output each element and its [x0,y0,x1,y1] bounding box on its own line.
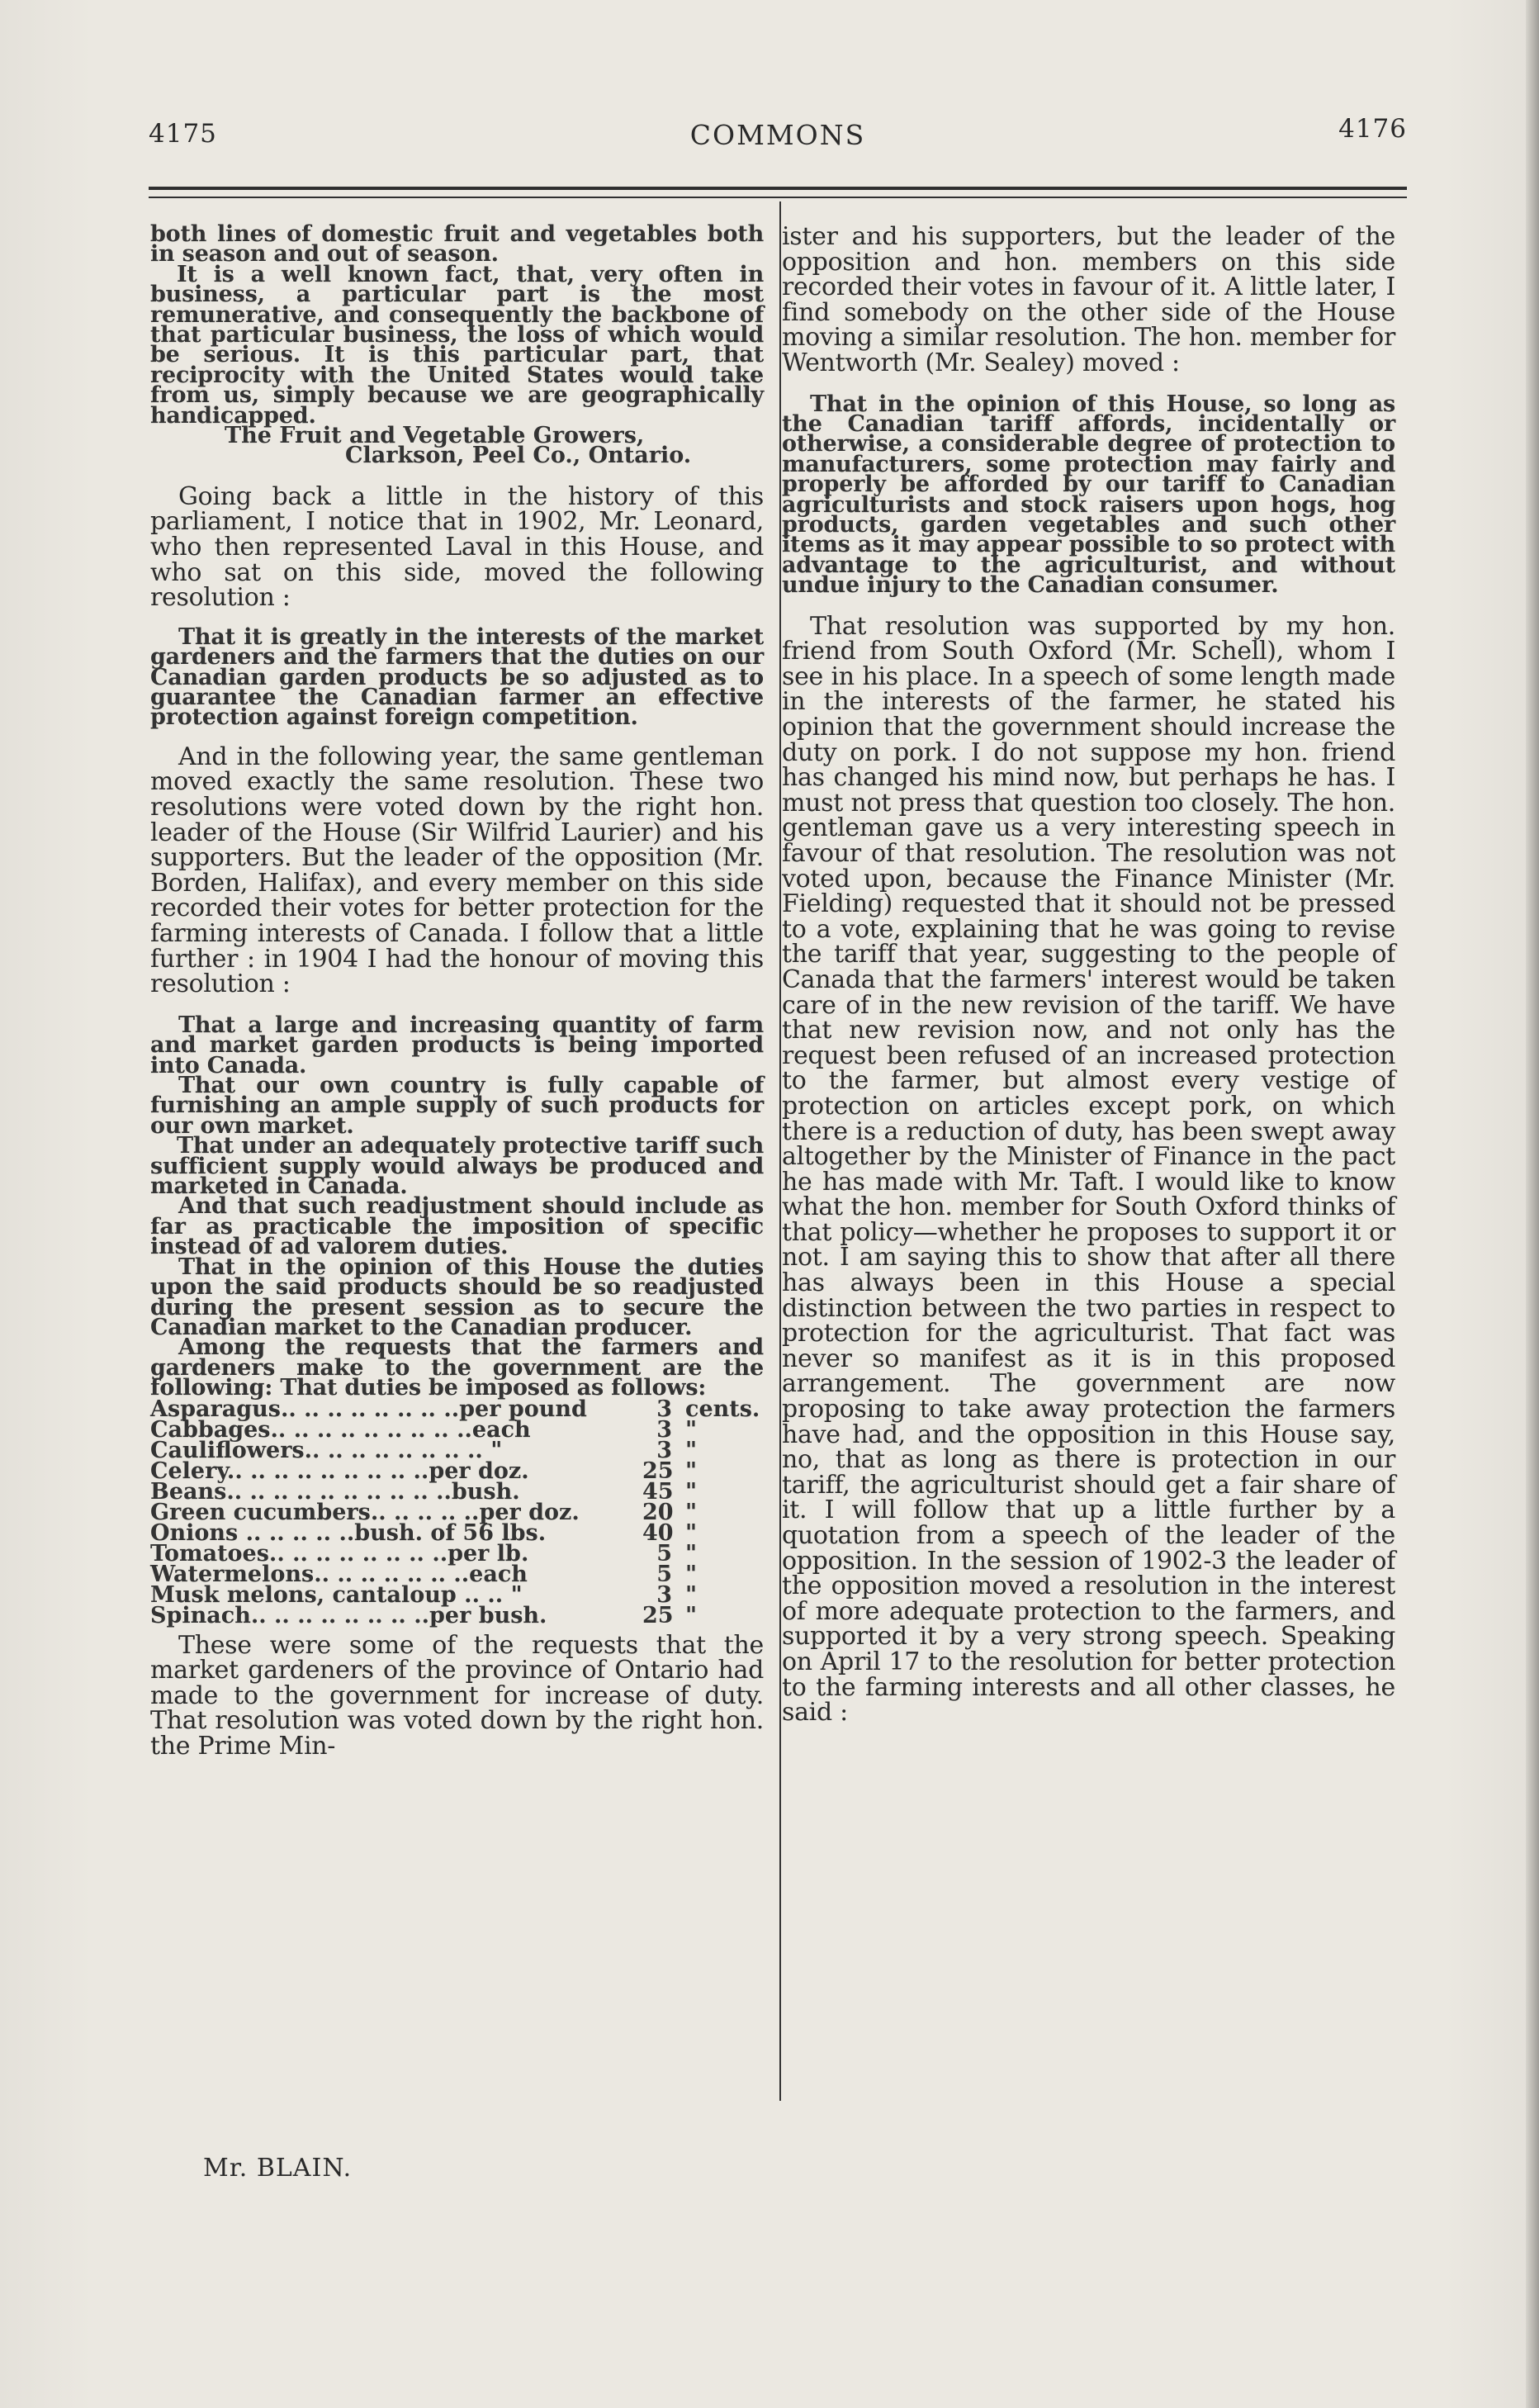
body-paragraph: These were some of the requests that the market gardeners of the province of Ontario had made to the government for increase of duty. That resolution was voted down by the right hon. the Prime Min- [150,1630,764,1761]
tariff-unit: " [685,1458,698,1484]
tariff-item: Musk melons, cantaloup .. .. " [150,1582,523,1609]
left-column [150,221,764,1761]
tariff-amount: 45 [642,1478,674,1505]
page-number-right: 4176 [1338,114,1407,144]
tariff-amount: 3 [656,1416,672,1443]
body-paragraph: That resolution was supported by my hon. friend from South Oxford (Mr. Schell), whom I see in his place. In a speech of some length made in the interests of the farmer, he stated his opinion that the government should increase the duty on pork. I do not suppose my hon. friend has changed his mind now, but perhaps he has. I must not press that question too closely. The hon. gentleman gave us a very interesting speech in favour of that resolution. The resolution was not voted upon, because the Finance Minister (Mr. Fielding) requested that it should not be pressed to a vote, explaining that he was going to revise the tariff that year, suggesting to the people of Canada that the farmers' interest would be taken care of in the new revision of the tariff. We have that new revision now, and not only has the request been refused of an increased protection to the farmer, but almost every vestige of protection on articles except pork, on which there is a reduction of duty, has been swept away altogether by the Minister of Finance in the pact he has made with Mr. Taft. I would like to know what the hon. member for South Oxford thinks of that policy—whether he proposes to support it or not. I am saying this to show that after all there has always been in this House a special distinction between the two parties in respect to protection for the agriculturist. That fact was never so manifest as it is in this proposed arrangement. The government are now proposing to take away protection the farmers have had, and the opposition in this House say, no, that as long as there is protection in our tariff, the agriculturist should get a fair share of it. I will follow that up a little further by a quotation from a speech of the leader of the opposition. In the session of 1902-3 the leader of the opposition moved a resolution in the interest of more adequate protection to the farmers, and supported it by a very strong speech. Speaking on April 17 to the resolution for better protection to the farming interests and all other classes, he said : [782,611,1395,1728]
tariff-row [150,1603,764,1629]
tariff-unit: " [685,1520,698,1547]
tariff-unit: " [685,1541,698,1567]
tariff-amount: 20 [642,1500,674,1525]
tariff-amount: 25 [642,1458,674,1484]
tariff-amount: 3 [656,1582,672,1609]
tariff-unit: " [685,1500,698,1525]
quoted-resolution: That under an adequately protective tariff such sufficient supply would always be produced and marketed in Canada. [150,1133,764,1200]
tariff-amount: 3 [656,1396,672,1422]
tariff-unit: " [685,1603,698,1629]
right-column [782,222,1395,1728]
quoted-resolution: That in the opinion of this House, so long as the Canadian tariff affords, incidentally or otherwise, a considerable degree of protection to manufacturers, some protection may fairly and properly be afforded by our tariff to Canadian agriculturists and stock raisers upon hogs, hog products, garden vegetables and such other items as it may appear possible to so protect with advantage to the agriculturist, and without undue injury to the Canadian consumer. [782,391,1395,599]
quoted-resolution: That in the opinion of this House the duties upon the said products should be so readjusted during the present session as to secure the Canadian market to the Canadian producer. [150,1254,764,1340]
tariff-amount: 5 [656,1562,672,1588]
body-paragraph: And in the following year, the same gentleman moved exactly the same resolution. These two resolutions were voted down by the right hon. leader of the House (Sir Wilfrid Laurier) and his supporters. But the leader of the opposition (Mr. Borden, Halifax), and every member on this side recorded their votes for better protection for the farming interests of Canada. I follow that a little further : in 1904 I had the honour of moving this resolution : [150,742,764,999]
tariff-amount: 40 [642,1520,674,1547]
tariff-item: Onions .. .. .. .. ..bush. of 56 lbs. [150,1520,547,1547]
quoted-resolution: That it is greatly in the interests of the market gardeners and the farmers that the duties on our Canadian garden products be so adjusted as to guarantee the Canadian farmer an effective protection against foreign competition. [150,623,764,731]
letter-signature-line: Clarkson, Peel Co., Ontario. [345,443,692,469]
tariff-item: Cauliflowers.. .. .. .. .. .. .. .. " [150,1437,503,1463]
tariff-item: Green cucumbers.. .. .. .. ..per doz. [150,1500,580,1525]
quoted-resolution: That our own country is fully capable of furnishing an ample supply of such products for our own market. [150,1073,764,1139]
tariff-item: Cabbages.. .. .. .. .. .. .. .. ..each [150,1416,531,1443]
quoted-paragraph: It is a well known fact, that, very often in business, a particular part is the most remunerative, and consequently the backbone of that particular business, the loss of which would be serious. It is this particular part, that reciprocity with the United States would take from us, simply because we are geographically handicapped. [150,261,764,429]
speaker-name: Mr. BLAIN. [203,2154,353,2183]
header-rule-thin [149,197,1407,198]
tariff-unit: " [685,1437,698,1463]
tariff-table [150,1396,764,1629]
quoted-resolution: Among the requests that the farmers and gardeners make to the government are the following: That duties be imposed as follows: [150,1334,764,1401]
body-paragraph: ister and his supporters, but the leader of the opposition and hon. members on this side recorded their votes in favour of it. A little later, I find somebody on the other side of the House moving a similar resolution. The hon. member for Wentworth (Mr. Sealey) moved : [782,222,1395,377]
running-head: COMMONS [689,119,866,151]
body-paragraph: Going back a little in the history of this parliament, I notice that in 1902, Mr. Leonard, who then represented Laval in this House, and who sat on this side, moved the following resolution : [150,481,764,613]
page-edge-shadow [1526,0,1539,2408]
tariff-unit: " [685,1478,698,1505]
tariff-unit: " [685,1562,698,1588]
quoted-resolution: And that such readjustment should include as far as practicable the imposition of specific instead of ad valorem duties. [150,1193,764,1260]
tariff-unit: cents. [685,1396,760,1422]
quoted-paragraph: both lines of domestic fruit and vegetables both in season and out of season. [150,221,764,268]
tariff-unit: " [685,1582,698,1609]
tariff-item: Beans.. .. .. .. .. .. .. .. .. ..bush. [150,1478,520,1505]
tariff-item: Celery.. .. .. .. .. .. .. .. ..per doz. [150,1458,529,1484]
letter-signature-line: The Fruit and Vegetable Growers, [225,423,645,449]
tariff-row [150,1416,764,1443]
column-divider [779,201,781,2101]
tariff-amount: 3 [656,1437,672,1463]
page-number-left: 4175 [149,119,217,149]
tariff-item: Tomatoes.. .. .. .. .. .. .. ..per lb. [150,1541,529,1567]
tariff-item: Watermelons.. .. .. .. .. .. ..each [150,1562,528,1588]
tariff-item: Spinach.. .. .. .. .. .. .. ..per bush. [150,1603,547,1629]
header-rule-thick [149,187,1407,190]
quoted-resolution: That a large and increasing quantity of farm and market garden products is being imported into Canada. [150,1012,764,1078]
page-header [149,116,1407,157]
tariff-amount: 25 [642,1603,674,1629]
tariff-unit: " [685,1416,698,1443]
tariff-row [150,1396,764,1422]
tariff-item: Asparagus.. .. .. .. .. .. .. ..per pound [150,1396,587,1422]
tariff-amount: 5 [656,1541,672,1567]
